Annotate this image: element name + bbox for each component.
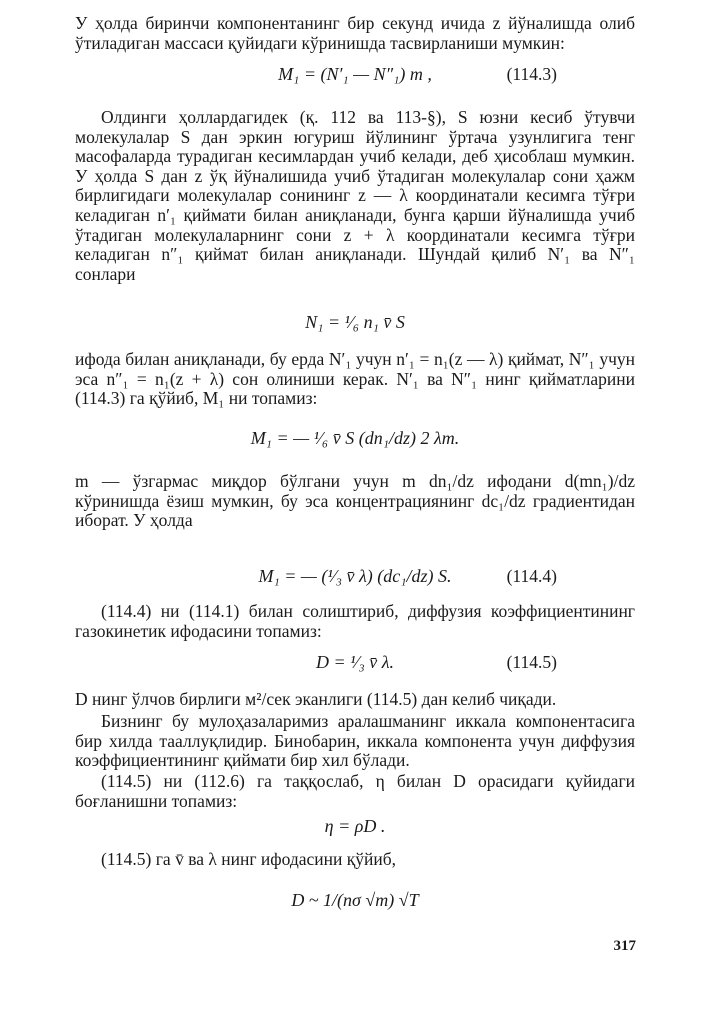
equation-number: (114.3) bbox=[506, 63, 557, 84]
equation-number: (114.4) bbox=[506, 565, 557, 586]
equation-d-proportional bbox=[75, 886, 635, 914]
equation-text: η = ρD . bbox=[324, 815, 386, 836]
equation-n1 bbox=[75, 308, 635, 336]
paragraph-intro: У ҳолда биринчи компонентанинг бир секунд ичида z йўналишда олиб ўтиладиган массаси қуйидаги кўринишда тасвирланиши мумкин: bbox=[75, 13, 635, 53]
paragraph-units: D нинг ўлчов бирлиги м²/сек эканлиги (114.5) дан келиб чиқади. bbox=[75, 689, 557, 709]
equation-m1-expanded bbox=[75, 424, 635, 452]
paragraph-cross-section: Олдинги ҳоллардагидек (қ. 112 ва 113-§), S юзни кесиб ўтувчи молекулалар S дан эркин югуриш йўлининг ўртача узунлигига тенг масофаларда турадиган кесимлардан учиб келади, деб ҳисоблаш мумкин. У ҳолда S дан z ўқ йўналишида учиб ўтадиган молекулалар сони ҳажм бирлигидаги молекулалар сонининг z — λ координатали кесимга тўғри келадиган n′₁ қиймати билан аниқланади, бунга қарши йўналишда учиб ўтадиган молекулаларнинг сони z + λ координатали кесимга тўғри келадиган n″₁ қиймат билан аниқланади. Шундай қилиб N′₁ ва N″₁ сонлари bbox=[75, 107, 635, 284]
equation-114-5 bbox=[75, 648, 635, 676]
paragraph-values: ифода билан аниқланади, бу ерда N′₁ учун n′₁ = n₁(z — λ) қиймат, N″₁ учун эса n″₁ = n₁(z + λ) сон олиниши керак. N′₁ ва N″₁ нинг қийматларини (114.3) га қўйиб, M₁ ни топамиз: bbox=[75, 349, 635, 409]
equation-text: D = ¹⁄₃ v̄ λ. bbox=[315, 651, 395, 672]
equation-text: D ~ 1/(nσ √m) √T bbox=[291, 889, 419, 910]
equation-number: (114.5) bbox=[506, 651, 557, 672]
equation-text: M₁ = — ¹⁄₆ v̄ S (dn₁/dz) 2 λm. bbox=[250, 427, 460, 448]
equation-text: M₁ = — (¹⁄₃ v̄ λ) (dc₁/dz) S. bbox=[258, 565, 452, 586]
paragraph-components: Бизнинг бу мулоҳазаларимиз аралашманинг иккала компонентасига бир хилда тааллуқлидир. Бинобарин, иккала компонента учун диффузия коэффициентининг қиймати бир хил бўлади. bbox=[75, 711, 635, 771]
paragraph-relation: (114.5) ни (112.6) га таққослаб, η билан D орасидаги қуйидаги боғланишни топамиз: bbox=[75, 771, 635, 811]
paragraph-compare: (114.4) ни (114.1) билан солиштириб, диффузия коэффициентининг газокинетик ифодасини топамиз: bbox=[75, 601, 635, 641]
page-number: 317 bbox=[613, 938, 636, 954]
equation-114-4 bbox=[75, 562, 635, 590]
equation-eta bbox=[75, 812, 635, 840]
paragraph-substitute: (114.5) га v̄ ва λ нинг ифодасини қўйиб, bbox=[101, 849, 397, 869]
paragraph-gradient: m — ўзгармас миқдор бўлгани учун m dn₁/dz ифодани d(mn₁)/dz кўринишда ёзиш мумкин, бу эса концентрациянинг dc₁/dz градиентидан иборат. У ҳолда bbox=[75, 471, 635, 531]
equation-114-3 bbox=[75, 60, 635, 88]
equation-text: M₁ = (N′₁ — N″₁) m , bbox=[278, 63, 432, 84]
equation-text: N₁ = ¹⁄₆ n₁ v̄ S bbox=[305, 311, 405, 332]
